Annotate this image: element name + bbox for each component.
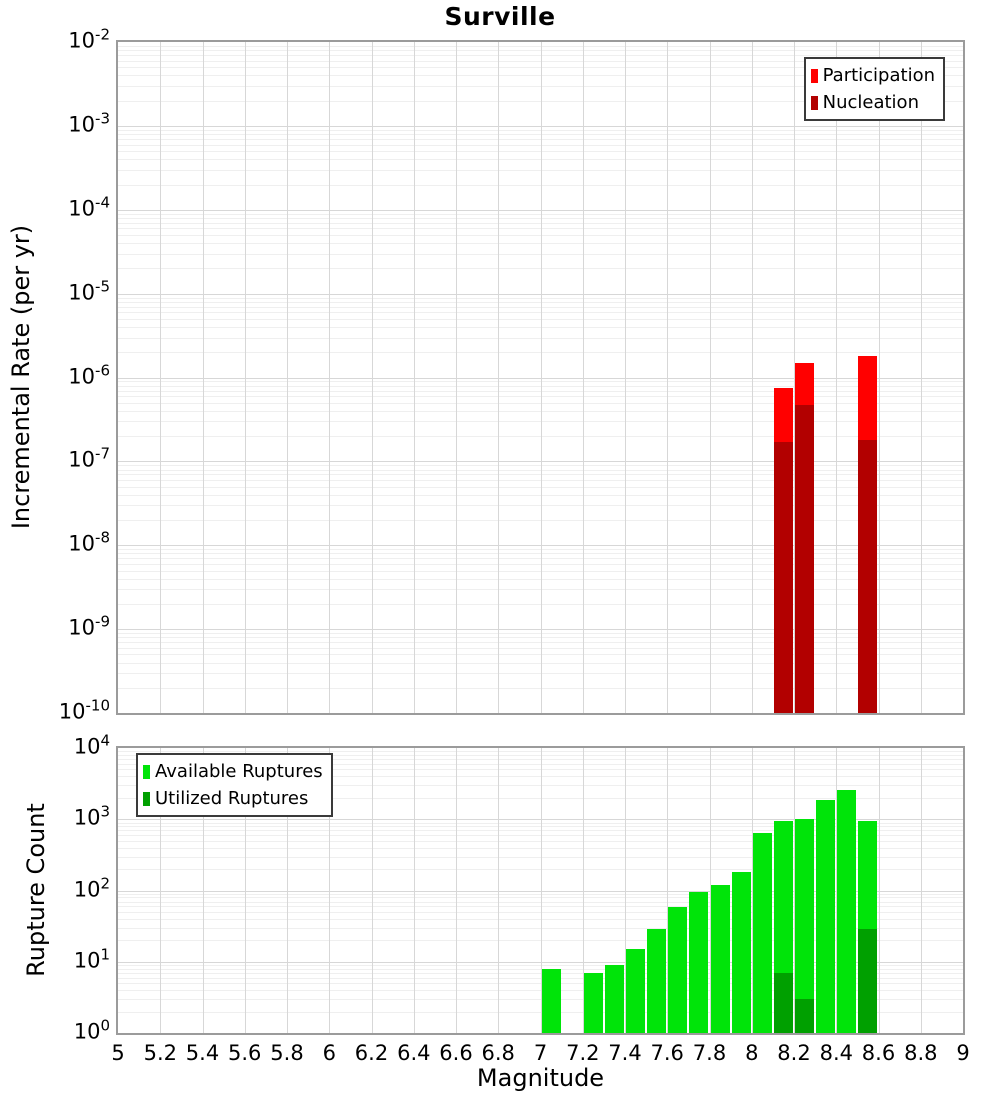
- vertical-gridline: [287, 42, 288, 713]
- vertical-gridline: [372, 748, 373, 1033]
- legend-row-utilized: [143, 785, 323, 812]
- y-tick-label: $10^0$: [73, 1016, 110, 1044]
- top-y-axis-label: Incremental Rate (per yr): [7, 224, 35, 530]
- available-ruptures-bar: [732, 872, 751, 1033]
- bottom-legend: [136, 753, 333, 817]
- x-axis-label: Magnitude: [476, 1064, 605, 1092]
- bottom-plot-area: [116, 746, 965, 1035]
- available-ruptures-bar: [626, 949, 645, 1033]
- y-tick-label: $10^{-2}$: [68, 25, 110, 53]
- participation-swatch-icon: [811, 69, 818, 83]
- vertical-gridline: [836, 42, 837, 713]
- y-tick-label: $10^{-4}$: [68, 193, 110, 221]
- vertical-gridline: [456, 748, 457, 1033]
- nucleation-bar: [858, 440, 877, 713]
- available-ruptures-bar: [605, 965, 624, 1033]
- available-ruptures-bar: [647, 929, 666, 1033]
- utilized-ruptures-swatch-icon: [143, 792, 150, 806]
- y-tick-label: $10^4$: [73, 731, 110, 759]
- y-tick-label: $10^3$: [73, 802, 110, 830]
- vertical-gridline: [921, 748, 922, 1033]
- x-tick-label: 7.8: [692, 1041, 727, 1065]
- y-tick-label: $10^{-8}$: [68, 528, 110, 556]
- x-tick-label: 8: [745, 1041, 759, 1065]
- legend-label-participation: Participation: [822, 65, 935, 86]
- vertical-gridline: [203, 42, 204, 713]
- utilized-ruptures-bar: [858, 929, 877, 1033]
- y-tick-label: $10^{-10}$: [58, 696, 110, 724]
- nucleation-swatch-icon: [811, 96, 818, 110]
- top-legend: [804, 57, 945, 121]
- utilized-ruptures-bar: [774, 973, 793, 1033]
- legend-row-available: [143, 758, 323, 785]
- x-tick-label: 5.2: [143, 1041, 177, 1065]
- vertical-gridline: [160, 42, 161, 713]
- vertical-gridline: [583, 42, 584, 713]
- nucleation-bar: [774, 442, 793, 713]
- bottom-y-axis-label: Rupture Count: [22, 803, 50, 977]
- x-tick-label: 5.6: [227, 1041, 262, 1065]
- available-ruptures-bar: [753, 833, 772, 1033]
- vertical-gridline: [710, 42, 711, 713]
- vertical-gridline: [245, 42, 246, 713]
- x-tick-label: 6: [322, 1041, 336, 1065]
- top-plot-area: [116, 40, 965, 715]
- available-ruptures-bar: [542, 969, 561, 1033]
- x-tick-label: 6.4: [397, 1041, 431, 1065]
- vertical-gridline: [879, 42, 880, 713]
- utilized-ruptures-bar: [795, 999, 814, 1033]
- vertical-gridline: [498, 42, 499, 713]
- available-ruptures-bar: [816, 800, 835, 1033]
- vertical-gridline: [667, 42, 668, 713]
- x-tick-label: 6.2: [354, 1041, 389, 1065]
- legend-label-available: Available Ruptures: [155, 761, 323, 782]
- x-tick-label: 7.2: [566, 1041, 600, 1065]
- y-tick-label: $10^2$: [73, 874, 110, 902]
- x-tick-label: 7.6: [650, 1041, 684, 1065]
- x-tick-label: 6.6: [439, 1041, 473, 1065]
- available-ruptures-bar: [689, 892, 708, 1033]
- x-tick-label: 7.4: [608, 1041, 642, 1065]
- x-tick-label: 8.2: [777, 1041, 811, 1065]
- vertical-gridline: [498, 748, 499, 1033]
- vertical-gridline: [879, 748, 880, 1033]
- y-tick-label: $10^{-3}$: [68, 109, 110, 137]
- y-tick-label: $10^1$: [73, 945, 110, 973]
- x-tick-label: 6.8: [481, 1041, 515, 1065]
- available-ruptures-bar: [584, 973, 603, 1033]
- legend-label-utilized: Utilized Ruptures: [155, 788, 309, 809]
- x-tick-label: 5.8: [270, 1041, 304, 1065]
- legend-row-nucleation: [811, 89, 935, 116]
- available-ruptures-bar: [668, 907, 687, 1033]
- chart-title: Surville: [444, 2, 556, 31]
- x-tick-label: 7: [533, 1041, 548, 1065]
- vertical-gridline: [414, 42, 415, 713]
- x-tick-label: 5.4: [185, 1041, 220, 1065]
- x-tick-label: 8.4: [819, 1041, 853, 1065]
- legend-row-participation: [811, 62, 935, 89]
- y-tick-label: $10^{-9}$: [68, 612, 110, 640]
- vertical-gridline: [456, 42, 457, 713]
- x-tick-label: 8.6: [861, 1041, 896, 1065]
- vertical-gridline: [921, 42, 922, 713]
- available-ruptures-bar: [711, 885, 730, 1033]
- available-ruptures-bar: [837, 790, 856, 1033]
- nucleation-bar: [795, 405, 814, 713]
- x-tick-label: 8.8: [904, 1041, 938, 1065]
- y-tick-label: $10^{-6}$: [68, 361, 110, 389]
- y-tick-label: $10^{-7}$: [68, 445, 110, 473]
- vertical-gridline: [372, 42, 373, 713]
- x-tick-label: 5: [111, 1041, 125, 1065]
- vertical-gridline: [541, 42, 542, 713]
- vertical-gridline: [625, 42, 626, 713]
- vertical-gridline: [752, 42, 753, 713]
- x-tick-label: 9: [956, 1041, 970, 1065]
- available-ruptures-swatch-icon: [143, 765, 150, 779]
- legend-label-nucleation: Nucleation: [822, 92, 919, 113]
- vertical-gridline: [329, 42, 330, 713]
- y-tick-label: $10^{-5}$: [68, 277, 110, 305]
- vertical-gridline: [414, 748, 415, 1033]
